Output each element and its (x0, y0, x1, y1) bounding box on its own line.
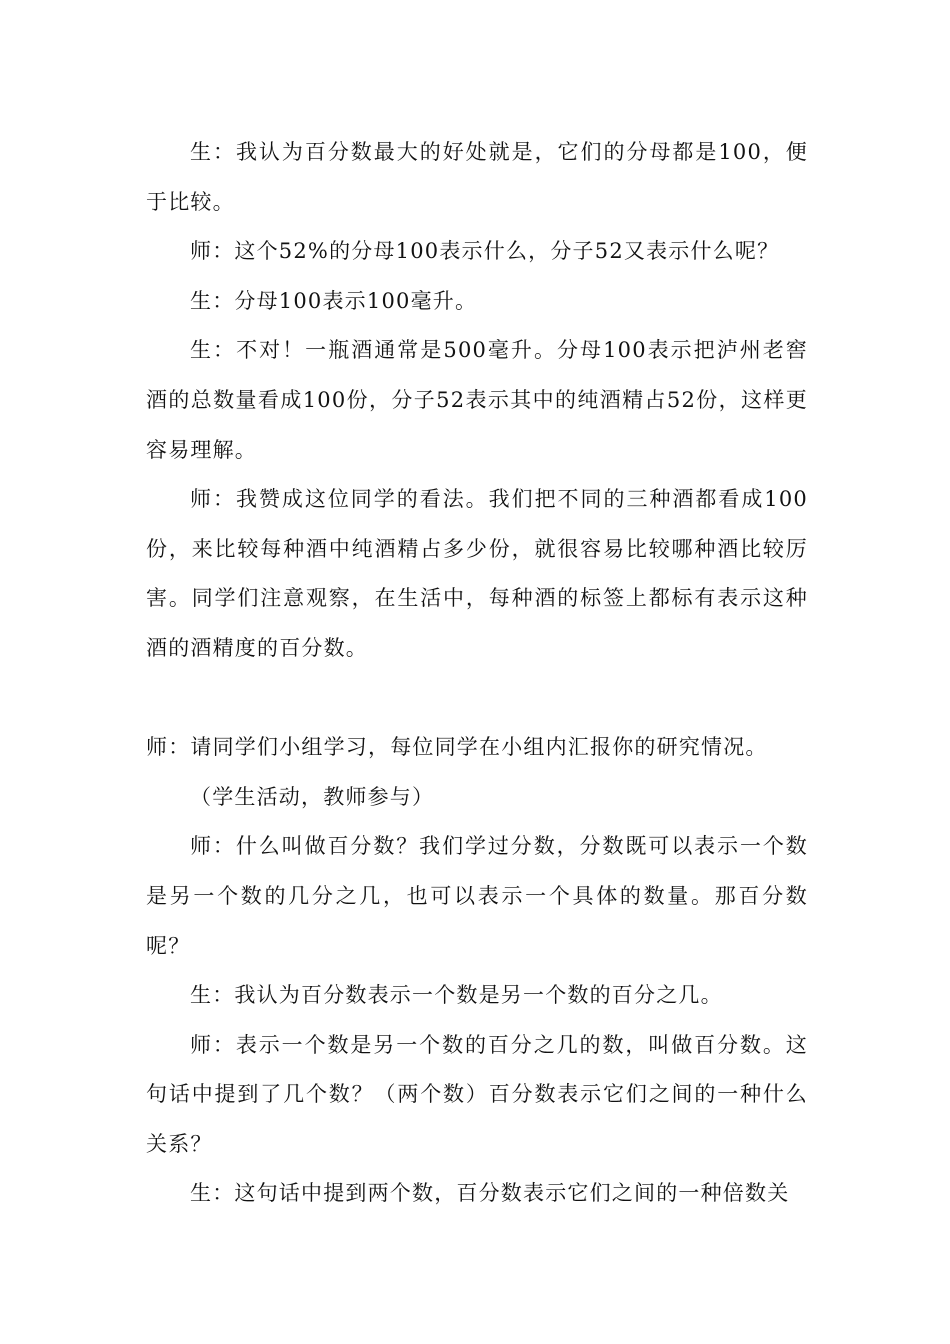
paragraph-1: 生：我认为百分数最大的好处就是，它们的分母都是100，便于比较。 (146, 140, 808, 214)
paragraph-3: 生：分母100表示100毫升。 (190, 288, 478, 313)
paragraph-4: 生：不对！一瓶酒通常是500毫升。分母100表示把泸州老窖酒的总数量看成100份，分子52表示其中的纯酒精占52份，这样更容易理解。 (146, 338, 808, 462)
paragraph-9: 生：我认为百分数表示一个数是另一个数的百分之几。 (190, 983, 723, 1008)
paragraph-11: 生：这句话中提到两个数，百分数表示它们之间的一种倍数关 (190, 1181, 790, 1206)
paragraph-7: （学生活动，教师参与） (190, 784, 435, 809)
paragraph-8: 师：什么叫做百分数？我们学过分数，分数既可以表示一个数是另一个数的几分之几，也可以表示一个具体的数量。那百分数呢？ (146, 834, 808, 958)
document-body (146, 128, 808, 1219)
paragraph-10: 师：表示一个数是另一个数的百分之几的数，叫做百分数。这句话中提到了几个数？（两个数）百分数表示它们之间的一种什么关系？ (146, 1032, 808, 1156)
paragraph-2: 师：这个52%的分母100表示什么，分子52又表示什么呢？ (190, 239, 780, 264)
paragraph-6: 师：请同学们小组学习，每位同学在小组内汇报你的研究情况。 (146, 735, 768, 760)
section-gap (146, 674, 808, 724)
paragraph-5: 师：我赞成这位同学的看法。我们把不同的三种酒都看成100份，来比较每种酒中纯酒精占多少份，就很容易比较哪种酒比较厉害。同学们注意观察，在生活中，每种酒的标签上都标有表示这种酒的酒精度的百分数。 (146, 487, 808, 660)
